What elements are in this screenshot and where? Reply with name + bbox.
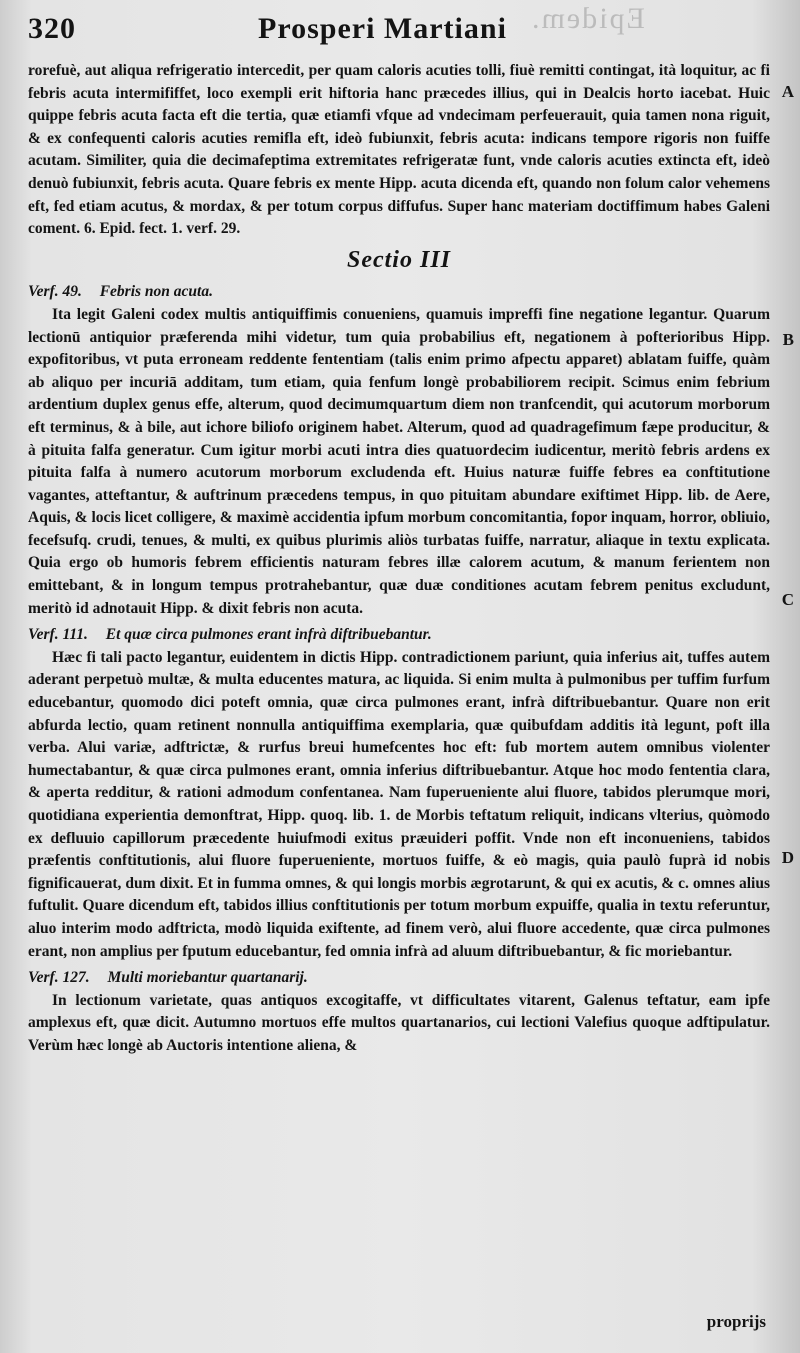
verse-title: Febris non acuta. <box>99 283 213 301</box>
main-text-block <box>28 60 770 1058</box>
verse-label: Verf. 49. <box>28 283 82 301</box>
verse-heading-111 <box>28 624 770 647</box>
running-head <box>28 10 770 52</box>
margin-letter-a: A <box>781 82 794 101</box>
verse-title: Multi moriebantur quartanarij. <box>107 969 308 987</box>
verse-label: Verf. 111. <box>28 626 88 644</box>
margin-letter-b: B <box>782 330 794 349</box>
verse-label: Verf. 127. <box>28 969 90 987</box>
section-heading: Sectio III <box>346 246 451 273</box>
bleed-through-text: Epidem. <box>530 2 645 35</box>
commentary-paragraph-127: In lectionum varietate, quas antiquos excogitaffe, vt difficultates vitarent, Galenus teftatur, eam ipfe amplexus eft, quæ dicit. Autumno mortuos effe multos quartanarios, cui lectioni Valefius quoque adftipulatur. Verùm hæc longè ab Auctoris intentione aliena, & <box>28 991 770 1054</box>
verse-heading-127 <box>28 967 770 990</box>
margin-letter-c: C <box>781 590 794 609</box>
paragraph-continued: rorefuè, aut aliqua refrigeratio intercedit, per quam caloris acuties tolli, fiuè remitti contingat, ità loquitur, ac fi febris acuta intermififfet, loco exempli erit hiftoria hanc præcedes illius, qui in Dealcis horto iacebat. Huic quippe febris acuta facta eft die tertia, quæ etiamfi vfque ad vndecimam perfeuerauit, quia tamen nona riguit, & ex confequenti caloris acuties remifla eft, ideò fubiunxit, febris acuta: indicans tempore rigoris non fuiffe acutam. Similiter, quia die decimafeptima extremitates refrigeratæ funt, vnde caloris acuties extincta eft, ideò denuò fubiunxit, febris acuta. Quare febris ex mente Hipp. acuta dicenda eft, quando non folum calor vehemens eft, fed etiam acutus, & mordax, & per totum corpus diffufus. Super hanc materiam doctiffimum habes Galeni coment. 6. Epid. fect. 1. verf. 29. <box>28 62 770 238</box>
margin-letter-d: D <box>781 848 794 867</box>
page-number: 320 <box>28 12 76 45</box>
verse-heading-49 <box>28 281 770 304</box>
commentary-paragraph-111: Hæc fi tali pacto legantur, euidentem in dictis Hipp. contradictionem pariunt, quia inferius ait, tuffes autem aderant perpetuò multæ, & multa educentes matura, ac liquida. Si enim multa à pulmonibus per tuffim furfum educebantur, quomodo dici poteft omnia, quæ circa pulmones erant, infrà diftribuebantur. Quare non erit abfurda lectio, quam retinent nonnulla antiquiffima exemplaria, quæ quibufdam additis ità legunt, poft illa verba. Alui variæ, adftrictæ, & rurfus breui humefcentes hoc eft: fub mortem autem omnibus violenter humectabantur, & quæ circa pulmones erant, omnia inferius diftribuebantur. Atque hoc modo fententia clara, & aperta redditur, & rationi admodum confentanea. Nam fuperueniente alui fluore, tabidos plerumque mori, quotidiana experientia demonftrat, Hipp. quoq. lib. 1. de Morbis teftatum reliquit, indicans vlterius, quòmodo ex defluuio capillorum præcedente huiufmodi exitus præuideri poffit. Vnde non eft inconueniens, tabidos præfentis conftitutionis, alui fluore fuperueniente, mortuos fuiffe, & eò magis, quia paulò fuprà id nobis fignificauerat, dum dixit. Et in fumma omnes, & qui longis morbis ægrotarunt, & qui ex acutis, & c. omnes alius fuftulit. Quare dicendum eft, tabidos illius conftitutionis per totum morbum expuiffe, qualia in textu referuntur, aluo interim modo adftricta, modò liquida exiftente, ad finem verò, alui fluore accedente, quæ circa pulmones erant, non amplius per fputum educebantur, fed omnia infrà ad aluum diftribuebantur, & fic moriebantur. <box>28 648 770 960</box>
catchword: proprijs <box>706 1312 766 1331</box>
running-title: Prosperi Martiani <box>258 12 507 45</box>
verse-title: Et quæ circa pulmones erant infrà diftribuebantur. <box>105 626 432 644</box>
commentary-paragraph-49: Ita legit Galeni codex multis antiquiffimis conueniens, quamuis impreffi fine negatione legantur. Quarum lectionū antiquior præferenda mihi videtur, tum quia probabilius eft, negationem à pofterioribus Hipp. expofitoribus, vt puta erroneam reddente fententiam (talis enim primo afpectu apparet) ablatam fuiffe, quàm ab aliquo per incuriā additam, tum etiam, quia fenfum longè probabiliorem recipit. Scimus enim febrium ardentium duplex genus effe, alterum, quod decimumquartum diem non tranfcendit, qui acutorum morborum eft terminus, & à bile, aut ichore biliofo originem habet. Alterum, quod ad quadragefimum fæpe producitur, & à pituita falfa generatur. Cum igitur morbi acuti intra dies quatuordecim iudicentur, meritò febris ardens ex pituita falfa à numero acutorum morborum excludenda eft. Huius naturæ fuiffe febres ea conftitutione vagantes, atteftantur, & auftrinum præcedens tempus, in quo pituitam abundare exiftimet Hipp. lib. de Aere, Aquis, & locis licet colligere, & maximè accidentia ipfum morbum concomitantia, fopor inquam, horror, obliuio, fecefsufq. crudi, tenues, & multi, ex quibus plurimis aliòs turbatas fuiffe, narratur, aliaque in textu explicata. Quia ergo ob humoris febrem efficientis naturam febres illæ calorem acutum, & manum ferientem non emittebant, & in longum tempus protrahebantur, quæ duæ conditiones acutam febrem penitus excludunt, meritò id adnotauit Hipp. & dixit febris non acuta. <box>28 305 770 617</box>
